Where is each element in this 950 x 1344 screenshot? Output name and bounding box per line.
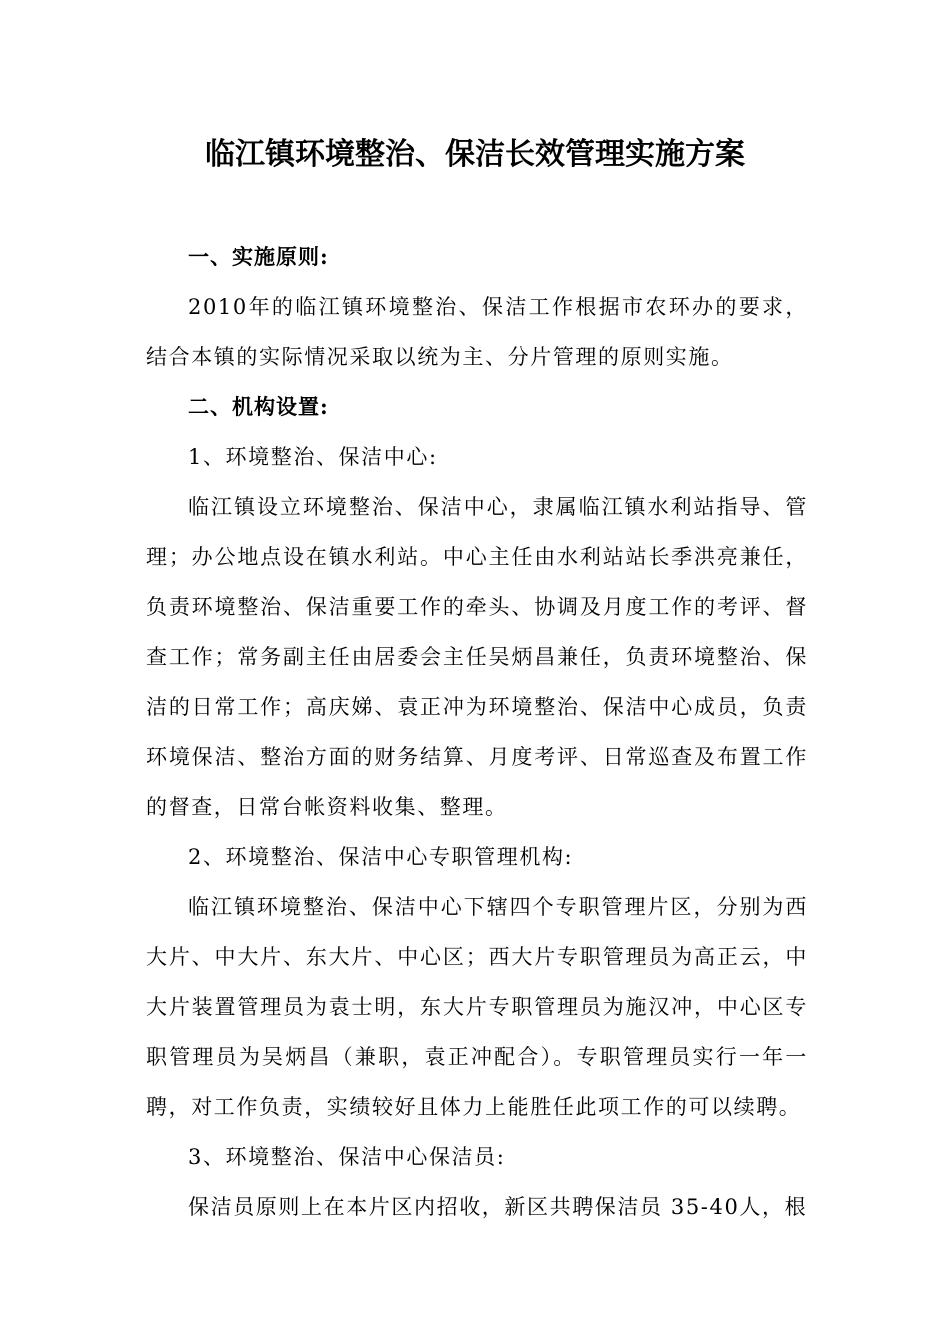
subheading-cleaners: 3、环境整治、保洁中心保洁员: <box>188 1145 506 1169</box>
section-heading-organization: 二、机构设置: <box>188 394 329 419</box>
document-title: 临江镇环境整治、保洁长效管理实施方案 <box>205 137 745 172</box>
paragraph-cleaners: 保洁员原则上在本片区内招收，新区共聘保洁员 35-40人，根 <box>188 1195 808 1219</box>
section-heading-principles: 一、实施原则: <box>188 244 329 269</box>
subheading-center: 1、环境整治、保洁中心: <box>188 445 438 469</box>
subheading-management: 2、环境整治、保洁中心专职管理机构: <box>188 845 574 869</box>
paragraph-management: 临江镇环境整治、保洁中心下辖四个专职管理片区，分别为西大片、中大片、东大片、中心区；西大片专职管理员为高正云，中大片装置管理员为袁士明，东大片专职管理员为施汉冲，中心区专职管理员为吴炳昌（兼职，袁正冲配合）。专职管理员实行一年一聘，对工作负责，实绩较好且体力上能胜任此项工作的可以续聘。 <box>146 895 808 1119</box>
document-body <box>146 232 808 1232</box>
paragraph-center: 临江镇设立环境整治、保洁中心，隶属临江镇水利站指导、管理；办公地点设在镇水利站。中心主任由水利站站长季洪亮兼任，负责环境整治、保洁重要工作的牵头、协调及月度工作的考评、督查工作；常务副主任由居委会主任吴炳昌兼任，负责环境整治、保洁的日常工作；高庆娣、袁正冲为环境整治、保洁中心成员，负责环境保洁、整治方面的财务结算、月度考评、日常巡查及布置工作的督查，日常台帐资料收集、整理。 <box>146 495 808 819</box>
paragraph-principles: 2010年的临江镇环境整治、保洁工作根据市农环办的要求，结合本镇的实际情况采取以统为主、分片管理的原则实施。 <box>146 295 808 369</box>
